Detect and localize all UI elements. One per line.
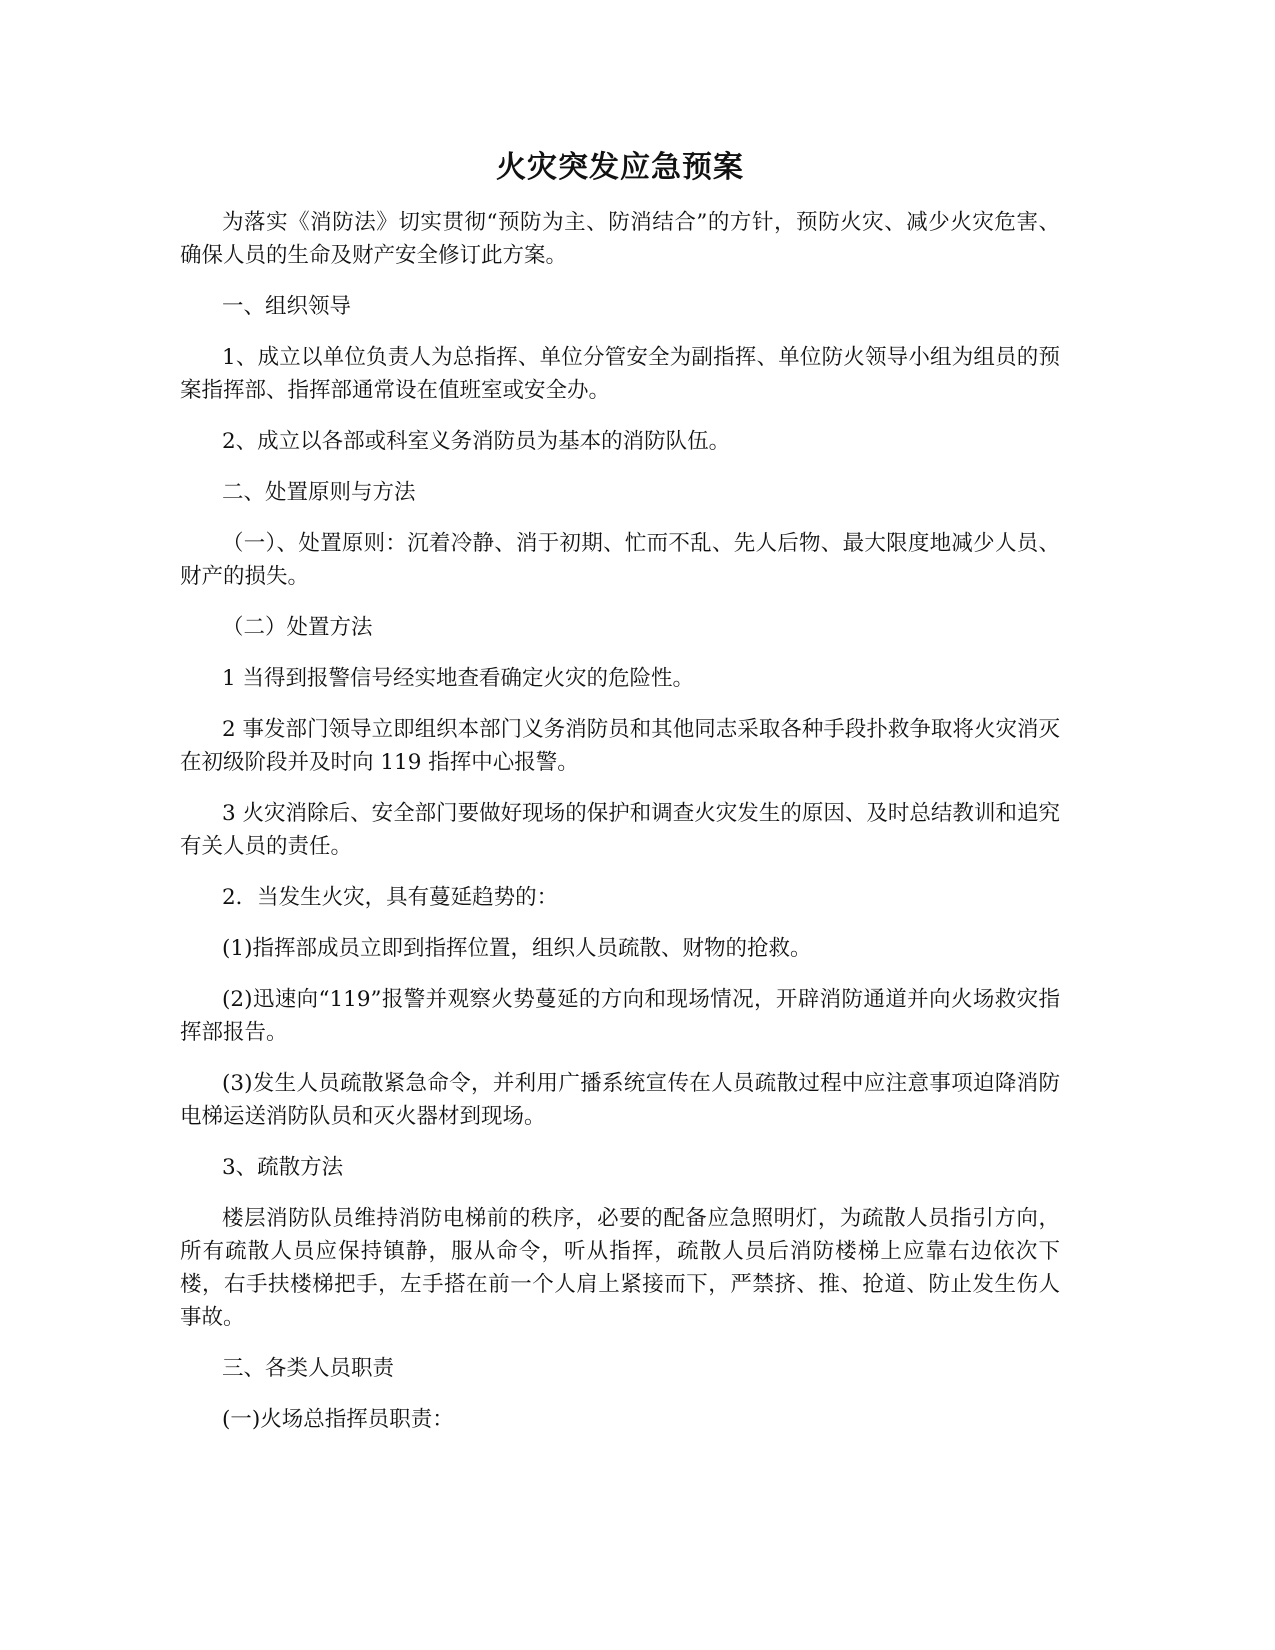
subheading-evacuation: 3、疏散方法: [222, 1155, 344, 1180]
section-heading-organization: 一、组织领导: [222, 294, 352, 319]
section-heading-duties: 三、各类人员职责: [222, 1356, 395, 1381]
paragraph-method-1: 1 当得到报警信号经实地查看确定火灾的危险性。: [222, 666, 695, 691]
paragraph-method-3: 3 火灾消除后、安全部门要做好现场的保护和调查火灾发生的原因、及时总结教训和追究有关人员的责任。: [180, 801, 1060, 859]
paragraph-principles: （一）、处置原则：沉着冷静、消于初期、忙而不乱、先人后物、最大限度地减少人员、财产的损失。: [180, 531, 1060, 589]
paragraph-fire-team: 2、成立以各部或科室义务消防员为基本的消防队伍。: [222, 429, 731, 454]
paragraph-method-2: 2 事发部门领导立即组织本部门义务消防员和其他同志采取各种手段扑救争取将火灾消灭在初级阶段并及时向 119 指挥中心报警。: [180, 717, 1060, 775]
document-title: 火灾突发应急预案: [496, 150, 744, 185]
document-page: [180, 0, 1060, 1650]
subheading-commander-duties: (一)火场总指挥员职责：: [222, 1407, 454, 1432]
paragraph-spread-1: (1)指挥部成员立即到指挥位置，组织人员疏散、财物的抢救。: [222, 936, 812, 961]
subheading-methods: （二）处置方法: [222, 615, 373, 640]
subheading-spreading-fire: 2．当发生火灾，具有蔓延趋势的：: [222, 885, 559, 910]
document-body: [180, 206, 1060, 1454]
paragraph-spread-3: (3)发生人员疏散紧急命令，并利用广播系统宣传在人员疏散过程中应注意事项迫降消防电梯运送消防队员和灭火器材到现场。: [180, 1071, 1060, 1129]
paragraph-spread-2: (2)迅速向“119”报警并观察火势蔓延的方向和现场情况，开辟消防通道并向火场救灾指挥部报告。: [180, 987, 1060, 1045]
paragraph-command-structure: 1、成立以单位负责人为总指挥、单位分管安全为副指挥、单位防火领导小组为组员的预案指挥部、指挥部通常设在值班室或安全办。: [180, 345, 1060, 403]
section-heading-principles: 二、处置原则与方法: [222, 480, 416, 505]
paragraph-intro: 为落实《消防法》切实贯彻“预防为主、防消结合”的方针，预防火灾、减少火灾危害、确保人员的生命及财产安全修订此方案。: [180, 210, 1060, 268]
paragraph-evacuation: 楼层消防队员维持消防电梯前的秩序，必要的配备应急照明灯，为疏散人员指引方向，所有疏散人员应保持镇静，服从命令，听从指挥，疏散人员后消防楼梯上应靠右边依次下楼，右手扶楼梯把手，左手搭在前一个人肩上紧接而下，严禁挤、推、抢道、防止发生伤人事故。: [180, 1206, 1060, 1330]
